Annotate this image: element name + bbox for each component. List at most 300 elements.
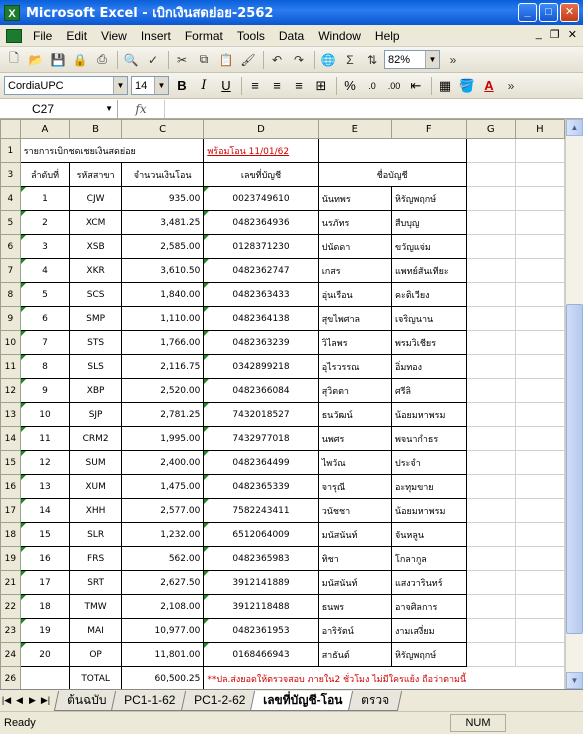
cell-branch-code[interactable]: FRS (70, 547, 122, 571)
cell-first-name[interactable]: จารุณี (318, 475, 391, 499)
cell-no[interactable]: 13 (20, 475, 69, 499)
print-icon[interactable]: ⎙ (97, 52, 107, 66)
cell-branch-code[interactable]: SJP (70, 403, 122, 427)
tab-check[interactable]: ตรวจ (347, 691, 401, 711)
cell-last-name[interactable]: ขวัญแจ่ม (391, 235, 466, 259)
permission-icon[interactable]: 🔒 (72, 52, 88, 67)
row-header[interactable]: 13 (1, 403, 21, 427)
scroll-down-icon[interactable]: ▼ (566, 672, 583, 689)
cell-amount[interactable]: 2,781.25 (121, 403, 203, 427)
cell-empty[interactable] (466, 427, 515, 451)
doc-close-button[interactable]: ✕ (567, 29, 577, 41)
new-icon[interactable]: 🗋 (9, 51, 19, 65)
row-header[interactable]: 5 (1, 211, 21, 235)
cell-amount[interactable]: 2,585.00 (121, 235, 203, 259)
cell-no[interactable]: 15 (20, 523, 69, 547)
cell-no[interactable]: 3 (20, 235, 69, 259)
cell-branch-code[interactable]: XUM (70, 475, 122, 499)
cell-amount[interactable]: 1,110.00 (121, 307, 203, 331)
table-row (1, 595, 565, 619)
percent-style-icon[interactable]: % (344, 78, 356, 93)
cell-first-name[interactable]: สาธันต์ (318, 643, 391, 667)
cell-branch-code[interactable]: XHH (70, 499, 122, 523)
sort-ascending-icon[interactable]: ⇅ (366, 52, 378, 67)
cell-empty[interactable] (515, 283, 564, 307)
cell-empty[interactable] (466, 307, 515, 331)
menu-edit[interactable]: Edit (66, 28, 88, 43)
cell-account-no[interactable]: 0482364936 (204, 211, 318, 235)
autosum-icon[interactable]: Σ (346, 52, 354, 67)
row-header[interactable]: 21 (1, 571, 21, 595)
cell-last-name[interactable]: พจนากำธร (391, 427, 466, 451)
cell-first-name[interactable]: วิไลพร (318, 331, 391, 355)
cell-amount[interactable]: 10,977.00 (121, 619, 203, 643)
decrease-indent-icon[interactable]: ⇤ (410, 77, 422, 93)
cell-empty[interactable] (515, 307, 564, 331)
cell-no[interactable]: 14 (20, 499, 69, 523)
cell-branch-code[interactable]: SUM (70, 451, 122, 475)
table-row (1, 643, 565, 667)
cell-empty[interactable] (515, 643, 564, 667)
close-button[interactable]: ✕ (560, 3, 579, 22)
cell-last-name[interactable]: อาจศิลการ (391, 595, 466, 619)
cell-empty[interactable] (515, 331, 564, 355)
toolbar-options-icon[interactable]: » (449, 52, 457, 67)
cell-last-name[interactable]: อะทุมขาย (391, 475, 466, 499)
redo-icon[interactable]: ↷ (293, 52, 305, 67)
row-header[interactable]: 7 (1, 259, 21, 283)
cell-account-no[interactable]: 0482364499 (204, 451, 318, 475)
column-header-a[interactable]: A (20, 120, 69, 139)
sheet-tab-bar (0, 689, 583, 711)
insert-function-icon[interactable]: fx (135, 101, 147, 116)
cell-empty[interactable] (515, 355, 564, 379)
header-account-no[interactable]: เลขที่บัญชี (204, 163, 318, 187)
cell-amount[interactable]: 2,400.00 (121, 451, 203, 475)
row-header[interactable]: 16 (1, 475, 21, 499)
font-color-icon[interactable]: A (484, 78, 494, 93)
cell-empty[interactable] (515, 403, 564, 427)
cell-amount[interactable]: 1,475.00 (121, 475, 203, 499)
cell-first-name[interactable]: อุ่นเรือน (318, 283, 391, 307)
table-row (1, 379, 565, 403)
cell-account-no[interactable]: 0342899218 (204, 355, 318, 379)
first-sheet-icon[interactable]: |◀ (1, 695, 12, 705)
menu-help[interactable]: Help (374, 28, 400, 43)
cell-empty[interactable] (466, 283, 515, 307)
cell-empty[interactable] (515, 187, 564, 211)
cell-branch-code[interactable]: XSB (70, 235, 122, 259)
cell-amount[interactable]: 1,232.00 (121, 523, 203, 547)
table-row (1, 547, 565, 571)
next-sheet-icon[interactable]: ▶ (29, 695, 36, 705)
name-box[interactable] (0, 100, 118, 118)
cell-branch-code[interactable]: CRM2 (70, 427, 122, 451)
cell-amount[interactable]: 562.00 (121, 547, 203, 571)
worksheet-grid[interactable] (0, 119, 565, 689)
total-label[interactable]: TOTAL (70, 667, 122, 690)
sheet-title-cell[interactable]: รายการเบิกชดเชยเงินสดย่อย (20, 139, 204, 163)
column-header-h[interactable]: H (515, 120, 564, 139)
tab-original[interactable]: ต้นฉบับ (54, 691, 120, 711)
row-header[interactable]: 24 (1, 643, 21, 667)
cell-first-name[interactable]: สุวิตตา (318, 379, 391, 403)
cell-empty[interactable] (466, 259, 515, 283)
cell-empty[interactable] (466, 451, 515, 475)
menu-tools[interactable]: Tools (236, 28, 265, 43)
cell-branch-code[interactable]: XKR (70, 259, 122, 283)
cell-last-name[interactable]: พรมวิเชียร (391, 331, 466, 355)
row-header[interactable]: 12 (1, 379, 21, 403)
cell-first-name[interactable]: นันทพร (318, 187, 391, 211)
cell-empty[interactable] (466, 235, 515, 259)
row-header[interactable]: 4 (1, 187, 21, 211)
row-header[interactable]: 3 (1, 163, 21, 187)
minimize-button[interactable]: _ (518, 3, 537, 22)
align-right-icon[interactable]: ≡ (295, 78, 303, 93)
table-row (1, 499, 565, 523)
column-header-g[interactable]: G (466, 120, 515, 139)
row-header[interactable]: 6 (1, 235, 21, 259)
sheet-title-row (1, 139, 565, 163)
row-header[interactable]: 23 (1, 619, 21, 643)
cell-account-no[interactable]: 0128371230 (204, 235, 318, 259)
cell-first-name[interactable]: ธนพร (318, 595, 391, 619)
cell-empty[interactable] (466, 499, 515, 523)
cell-empty[interactable] (515, 499, 564, 523)
hyperlink-icon[interactable]: 🌐 (320, 52, 336, 67)
font-size-value: 14 (135, 79, 148, 92)
undo-icon[interactable]: ↶ (271, 52, 283, 67)
cell-amount[interactable]: 1,766.00 (121, 331, 203, 355)
cell-branch-code[interactable]: MAI (70, 619, 122, 643)
excel-app-icon[interactable]: X (4, 5, 20, 21)
cell-first-name[interactable]: เกสร (318, 259, 391, 283)
cell-last-name[interactable]: น้อยมหาพรม (391, 499, 466, 523)
cell-empty[interactable] (466, 619, 515, 643)
cell-empty[interactable] (515, 523, 564, 547)
cell-amount[interactable]: 11,801.00 (121, 643, 203, 667)
cell-no[interactable]: 17 (20, 571, 69, 595)
table-row (1, 307, 565, 331)
header-row (1, 163, 565, 187)
cell-first-name[interactable]: วนัชชา (318, 499, 391, 523)
formula-input[interactable] (164, 100, 583, 118)
cell-account-no[interactable]: 3912141889 (204, 571, 318, 595)
borders-icon[interactable]: ▦ (438, 77, 452, 93)
print-preview-icon[interactable]: 🔍 (123, 52, 139, 67)
decrease-decimal-icon[interactable]: .00 (387, 80, 401, 91)
menu-file[interactable]: File (33, 28, 53, 43)
row-header[interactable]: 15 (1, 451, 21, 475)
cell-empty[interactable] (515, 379, 564, 403)
cell-branch-code[interactable]: SLR (70, 523, 122, 547)
cell-branch-code[interactable]: SMP (70, 307, 122, 331)
save-icon[interactable]: 💾 (50, 52, 66, 67)
cell-last-name[interactable]: น้อยมหาพรม (391, 403, 466, 427)
cell-empty[interactable] (515, 211, 564, 235)
cell-branch-code[interactable]: XBP (70, 379, 122, 403)
cell-account-no[interactable]: 0168466943 (204, 643, 318, 667)
font-select[interactable] (4, 76, 128, 95)
cell-empty[interactable] (515, 571, 564, 595)
toolbar-options-icon[interactable]: » (507, 78, 515, 93)
vertical-scrollbar[interactable] (565, 119, 583, 689)
zoom-select[interactable] (384, 50, 440, 69)
cell-no[interactable]: 18 (20, 595, 69, 619)
cell-account-no[interactable]: 0482363433 (204, 283, 318, 307)
cell-empty[interactable] (515, 475, 564, 499)
cell-branch-code[interactable]: TMW (70, 595, 122, 619)
cell-last-name[interactable]: งามเสงี่ยม (391, 619, 466, 643)
row-header[interactable]: 11 (1, 355, 21, 379)
cell-account-no[interactable]: 0482365983 (204, 547, 318, 571)
cell-amount[interactable]: 2,108.00 (121, 595, 203, 619)
standard-toolbar (0, 47, 583, 73)
column-header-f[interactable]: F (391, 120, 466, 139)
cell-first-name[interactable]: ไพวัณ (318, 451, 391, 475)
cell-first-name[interactable]: อุไรวรรณ (318, 355, 391, 379)
cell-account-no[interactable]: 0482361953 (204, 619, 318, 643)
cell-no[interactable]: 10 (20, 403, 69, 427)
align-center-icon[interactable]: ≡ (273, 78, 281, 93)
menu-format[interactable]: Format (184, 28, 223, 43)
cell-empty[interactable] (466, 571, 515, 595)
cell-empty[interactable] (515, 619, 564, 643)
row-header[interactable]: 8 (1, 283, 21, 307)
status-bar (0, 711, 583, 734)
menu-insert[interactable]: Insert (140, 28, 171, 43)
row-header[interactable]: 17 (1, 499, 21, 523)
row-header[interactable]: 1 (1, 139, 21, 163)
maximize-button[interactable]: □ (539, 3, 558, 22)
row-header[interactable]: 19 (1, 547, 21, 571)
cell-amount[interactable]: 3,610.50 (121, 259, 203, 283)
doc-restore-button[interactable]: ❐ (549, 29, 560, 41)
cell-last-name[interactable]: โกลากูล (391, 547, 466, 571)
table-row (1, 451, 565, 475)
cell-no[interactable]: 5 (20, 283, 69, 307)
table-row (1, 355, 565, 379)
cell-amount[interactable]: 2,520.00 (121, 379, 203, 403)
row-header[interactable]: 9 (1, 307, 21, 331)
cell-last-name[interactable]: ประจำ (391, 451, 466, 475)
cell-first-name[interactable]: มนัสนันท์ (318, 523, 391, 547)
select-all-corner[interactable] (1, 120, 21, 139)
cell-account-no[interactable]: 0482365339 (204, 475, 318, 499)
cell-first-name[interactable]: ปนัดดา (318, 235, 391, 259)
cell-amount[interactable]: 2,116.75 (121, 355, 203, 379)
cell-last-name[interactable]: คะติเวียง (391, 283, 466, 307)
cell-branch-code[interactable]: SLS (70, 355, 122, 379)
chevron-down-icon: ▼ (113, 77, 127, 94)
cut-icon[interactable]: ✂ (176, 52, 188, 67)
tab-account-transfer[interactable]: เลขที่บัญชี-โอน (250, 691, 356, 711)
doc-minimize-button[interactable]: _ (535, 28, 542, 40)
cell-branch-code[interactable]: CJW (70, 187, 122, 211)
cell-first-name[interactable]: มนัสนันท์ (318, 571, 391, 595)
cell-no[interactable]: 8 (20, 355, 69, 379)
open-icon[interactable]: 📂 (28, 52, 44, 67)
row-header[interactable]: 26 (1, 667, 21, 690)
cell-empty[interactable] (466, 355, 515, 379)
cell-first-name[interactable]: อาริรัตน์ (318, 619, 391, 643)
cell-last-name[interactable]: ศรีลิ (391, 379, 466, 403)
cell-empty[interactable] (466, 595, 515, 619)
name-box-value: C27 (32, 101, 55, 116)
paste-icon[interactable]: 📋 (218, 52, 234, 67)
tab-pc1-2-62[interactable]: PC1-2-62 (181, 691, 259, 711)
num-lock-indicator: NUM (450, 714, 506, 732)
cell-first-name[interactable]: สุขไพศาล (318, 307, 391, 331)
cell-no[interactable]: 1 (20, 187, 69, 211)
window-title: Microsoft Excel - เบิกเงินสดย่อย-2562 (26, 6, 274, 21)
document-icon[interactable] (6, 29, 22, 43)
increase-decimal-icon[interactable]: .0 (368, 80, 376, 91)
cell-last-name[interactable]: หิรัญพฤกษ์ (391, 643, 466, 667)
cell-first-name[interactable]: นพศร (318, 427, 391, 451)
cell-account-no[interactable]: 7582243411 (204, 499, 318, 523)
cell-no[interactable]: 2 (20, 211, 69, 235)
row-header[interactable]: 10 (1, 331, 21, 355)
font-size-select[interactable] (131, 76, 169, 95)
cell-empty[interactable] (20, 667, 69, 690)
cell-no[interactable]: 4 (20, 259, 69, 283)
formula-bar (0, 99, 583, 119)
cell-last-name[interactable]: หิรัญพฤกษ์ (391, 187, 466, 211)
tab-pc1-1-62[interactable]: PC1-1-62 (111, 691, 189, 711)
row-header[interactable]: 22 (1, 595, 21, 619)
footer-note[interactable]: **ปล.ส่งยอดให้ตรวจสอบ ภายใน2 ชั่วโมง ไม่มีใครแย้ง ถือว่าตามนี้ (204, 667, 565, 690)
cell-empty[interactable] (466, 187, 515, 211)
cell-account-no[interactable]: 0482363239 (204, 331, 318, 355)
cell-account-no[interactable]: 6512064009 (204, 523, 318, 547)
formatting-toolbar (0, 73, 583, 99)
cell-no[interactable]: 6 (20, 307, 69, 331)
menu-window[interactable]: Window (318, 28, 361, 43)
cell-no[interactable]: 11 (20, 427, 69, 451)
cell-account-no[interactable]: 0482366084 (204, 379, 318, 403)
header-account-name[interactable]: ชื่อบัญชี (318, 163, 466, 187)
cell-last-name[interactable]: เจริญนาน (391, 307, 466, 331)
merge-center-icon[interactable]: ⊞ (315, 77, 327, 93)
table-row (1, 235, 565, 259)
cell-branch-code[interactable]: OP (70, 643, 122, 667)
format-painter-icon[interactable]: 🖌 (240, 52, 256, 67)
column-header-e[interactable]: E (318, 120, 391, 139)
cell-account-no[interactable]: 7432977018 (204, 427, 318, 451)
bold-button[interactable]: B (177, 78, 187, 93)
total-row (1, 667, 565, 690)
cell-empty[interactable] (515, 259, 564, 283)
cell-account-no[interactable]: 7432018527 (204, 403, 318, 427)
fill-color-icon[interactable]: 🪣 (458, 77, 476, 93)
cell-amount[interactable]: 1,840.00 (121, 283, 203, 307)
cell-empty[interactable] (466, 475, 515, 499)
total-value[interactable]: 60,500.25 (121, 667, 203, 690)
cell-no[interactable]: 7 (20, 331, 69, 355)
chevron-down-icon: ▼ (105, 103, 113, 113)
row-header[interactable]: 14 (1, 427, 21, 451)
header-amount[interactable]: จำนวนเงินโอน (121, 163, 203, 187)
column-header-b[interactable]: B (70, 120, 122, 139)
cell-amount[interactable]: 1,995.00 (121, 427, 203, 451)
cell-last-name[interactable]: แพทย์สันเทียะ (391, 259, 466, 283)
cell-empty[interactable] (466, 643, 515, 667)
cell-amount[interactable]: 2,577.00 (121, 499, 203, 523)
cell-no[interactable]: 19 (20, 619, 69, 643)
align-left-icon[interactable]: ≡ (251, 78, 259, 93)
column-header-c[interactable]: C (121, 120, 203, 139)
cell-branch-code[interactable]: STS (70, 331, 122, 355)
cell-empty[interactable] (466, 211, 515, 235)
cell-empty[interactable] (515, 427, 564, 451)
scroll-thumb[interactable] (566, 304, 583, 634)
cell-empty[interactable] (466, 331, 515, 355)
table-row (1, 427, 565, 451)
cell-account-no[interactable]: 3912118488 (204, 595, 318, 619)
cell-empty[interactable] (466, 547, 515, 571)
cell-first-name[interactable]: ทิชา (318, 547, 391, 571)
column-header-d[interactable]: D (204, 120, 318, 139)
cell-last-name[interactable]: แสงวารินทร์ (391, 571, 466, 595)
cell-empty[interactable] (515, 235, 564, 259)
cell-last-name[interactable]: จันหลูน (391, 523, 466, 547)
cell-account-no[interactable]: 0482362747 (204, 259, 318, 283)
last-sheet-icon[interactable]: ▶| (40, 695, 51, 705)
cell-empty[interactable] (466, 403, 515, 427)
cell-amount[interactable]: 2,627.50 (121, 571, 203, 595)
cell-last-name[interactable]: อิ่มทอง (391, 355, 466, 379)
cell-first-name[interactable]: นรภัทร (318, 211, 391, 235)
cell-branch-code[interactable]: SCS (70, 283, 122, 307)
cell-amount[interactable]: 935.00 (121, 187, 203, 211)
menu-view[interactable]: View (101, 28, 127, 43)
row-header[interactable]: 18 (1, 523, 21, 547)
cell-no[interactable]: 9 (20, 379, 69, 403)
table-row (1, 211, 565, 235)
spelling-icon[interactable]: ✓ (147, 52, 159, 67)
cell-empty[interactable] (466, 523, 515, 547)
table-row (1, 187, 565, 211)
cell-empty[interactable] (515, 451, 564, 475)
cell-empty[interactable] (515, 595, 564, 619)
status-ready: Ready (4, 717, 36, 729)
menu-data[interactable]: Data (278, 28, 305, 43)
cell-empty[interactable] (515, 547, 564, 571)
cell-branch-code[interactable]: XCM (70, 211, 122, 235)
table-row (1, 571, 565, 595)
cell-no[interactable]: 12 (20, 451, 69, 475)
cell-account-no[interactable]: 0023749610 (204, 187, 318, 211)
italic-button[interactable]: I (201, 78, 207, 93)
cell-no[interactable]: 16 (20, 547, 69, 571)
underline-button[interactable]: U (221, 78, 231, 93)
scroll-up-icon[interactable]: ▲ (566, 119, 583, 136)
cell-amount[interactable]: 3,481.25 (121, 211, 203, 235)
cell-last-name[interactable]: สืบบุญ (391, 211, 466, 235)
cell-first-name[interactable]: ธนวัฒน์ (318, 403, 391, 427)
cell-account-no[interactable]: 0482364138 (204, 307, 318, 331)
copy-icon[interactable]: ⧉ (199, 52, 209, 66)
cell-empty[interactable] (466, 379, 515, 403)
header-no[interactable]: ลำดับที่ (20, 163, 69, 187)
cell-no[interactable]: 20 (20, 643, 69, 667)
prev-sheet-icon[interactable]: ◀ (16, 695, 23, 705)
transfer-note: พร้อมโอน 11/01/62 (207, 146, 290, 157)
header-branch-code[interactable]: รหัสสาขา (70, 163, 122, 187)
cell-branch-code[interactable]: SRT (70, 571, 122, 595)
